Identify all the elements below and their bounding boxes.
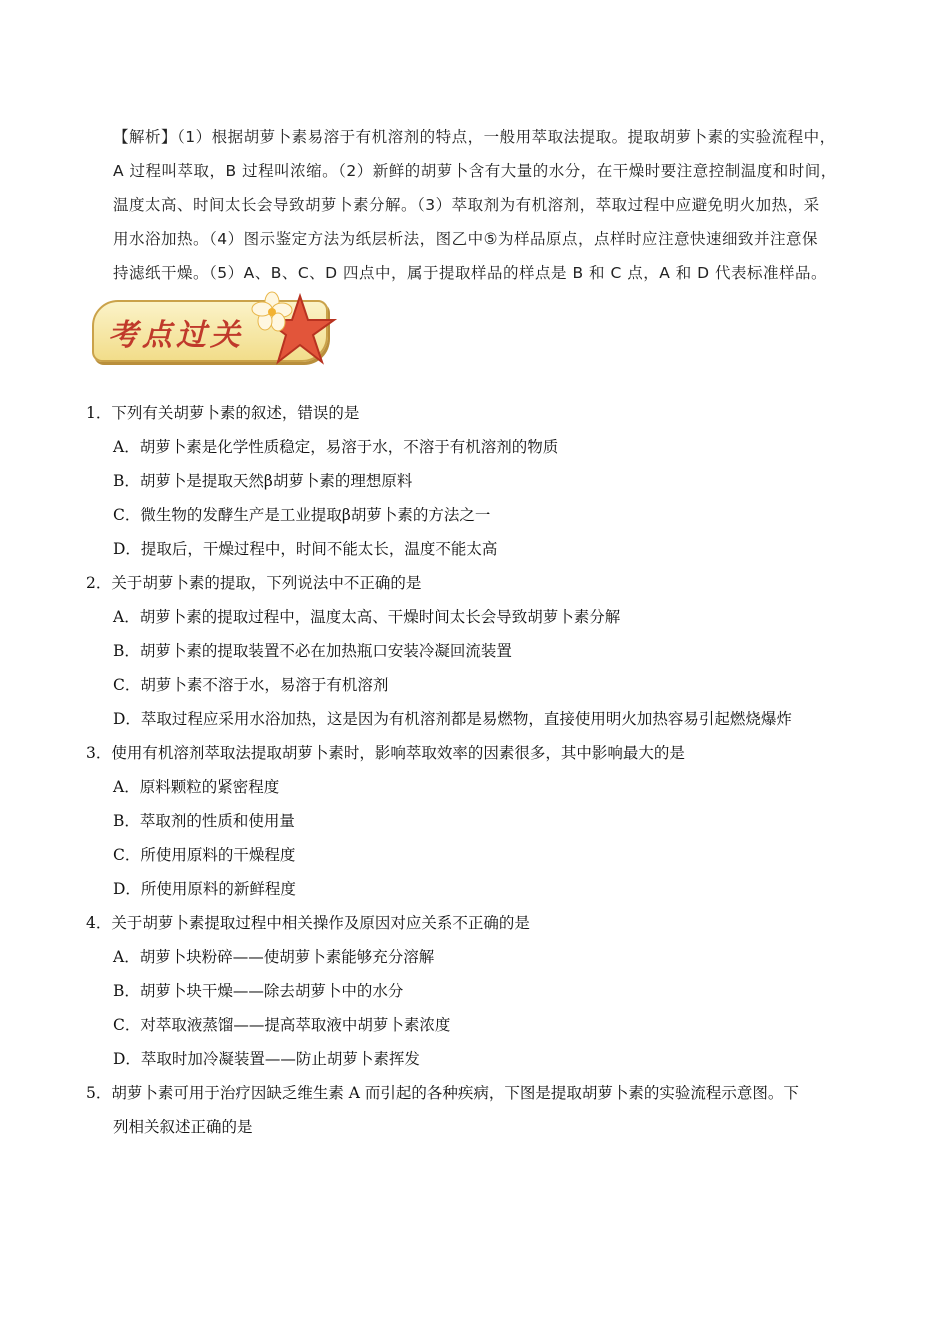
question-stem: 2．关于胡萝卜素的提取，下列说法中不正确的是 [86, 574, 422, 592]
option-b: B．胡萝卜素的提取装置不必在加热瓶口安装冷凝回流装置 [113, 642, 512, 660]
question-list [86, 396, 876, 1144]
section-banner [88, 290, 338, 370]
question-stem: 5．胡萝卜素可用于治疗因缺乏维生素 A 而引起的各种疾病，下图是提取胡萝卜素的实验流程示意图。下 [86, 1084, 799, 1102]
question-3 [86, 736, 876, 906]
analysis-line: 【解析】（1）根据胡萝卜素易溶于有机溶剂的特点，一般用萃取法提取。提取胡萝卜素的实验流程中， [113, 128, 836, 146]
option-a: A．胡萝卜素是化学性质稳定，易溶于水，不溶于有机溶剂的物质 [113, 438, 559, 456]
analysis-line: 温度太高、时间太长会导致胡萝卜素分解。（3）萃取剂为有机溶剂，萃取过程中应避免明火加热，采 [113, 196, 820, 214]
option-d: D．萃取过程应采用水浴加热，这是因为有机溶剂都是易燃物，直接使用明火加热容易引起燃烧爆炸 [113, 710, 792, 728]
option-c: C．所使用原料的干燥程度 [113, 846, 296, 864]
question-stem: 4．关于胡萝卜素提取过程中相关操作及原因对应关系不正确的是 [86, 914, 530, 932]
option-d: D．萃取时加冷凝装置——防止胡萝卜素挥发 [113, 1050, 420, 1068]
option-a: A．原料颗粒的紧密程度 [113, 778, 280, 796]
option-d: D．所使用原料的新鲜程度 [113, 880, 296, 898]
question-4 [86, 906, 876, 1076]
question-stem-continuation: 列相关叙述正确的是 [113, 1118, 253, 1136]
analysis-paragraph [113, 120, 873, 290]
option-a: A．胡萝卜块粉碎——使胡萝卜素能够充分溶解 [113, 948, 435, 966]
analysis-line: 用水浴加热。（4）图示鉴定方法为纸层析法，图乙中⑤为样品原点，点样时应注意快速细致并注意保 [113, 230, 819, 248]
question-1 [86, 396, 876, 566]
analysis-line: A 过程叫萃取，B 过程叫浓缩。（2）新鲜的胡萝卜含有大量的水分，在干燥时要注意控制温度和时间， [113, 162, 837, 180]
question-stem: 1．下列有关胡萝卜素的叙述，错误的是 [86, 404, 360, 422]
option-b: B．萃取剂的性质和使用量 [113, 812, 295, 830]
option-a: A．胡萝卜素的提取过程中，温度太高、干燥时间太长会导致胡萝卜素分解 [113, 608, 621, 626]
option-b: B．胡萝卜是提取天然β胡萝卜素的理想原料 [113, 472, 413, 490]
starfish-flower-icon [248, 290, 338, 370]
banner-title: 考点过关 [108, 318, 244, 353]
option-b: B．胡萝卜块干燥——除去胡萝卜中的水分 [113, 982, 404, 1000]
option-c: C．微生物的发酵生产是工业提取β胡萝卜素的方法之一 [113, 506, 491, 524]
question-2 [86, 566, 876, 736]
question-5 [86, 1076, 876, 1144]
option-d: D．提取后，干燥过程中，时间不能太长，温度不能太高 [113, 540, 498, 558]
option-c: C．对萃取液蒸馏——提高萃取液中胡萝卜素浓度 [113, 1016, 451, 1034]
question-stem: 3．使用有机溶剂萃取法提取胡萝卜素时，影响萃取效率的因素很多，其中影响最大的是 [86, 744, 685, 762]
option-c: C．胡萝卜素不溶于水，易溶于有机溶剂 [113, 676, 389, 694]
analysis-line: 持滤纸干燥。（5）A、B、C、D 四点中，属于提取样品的样点是 B 和 C 点，A 和 D 代表标准样品。 [113, 264, 828, 282]
